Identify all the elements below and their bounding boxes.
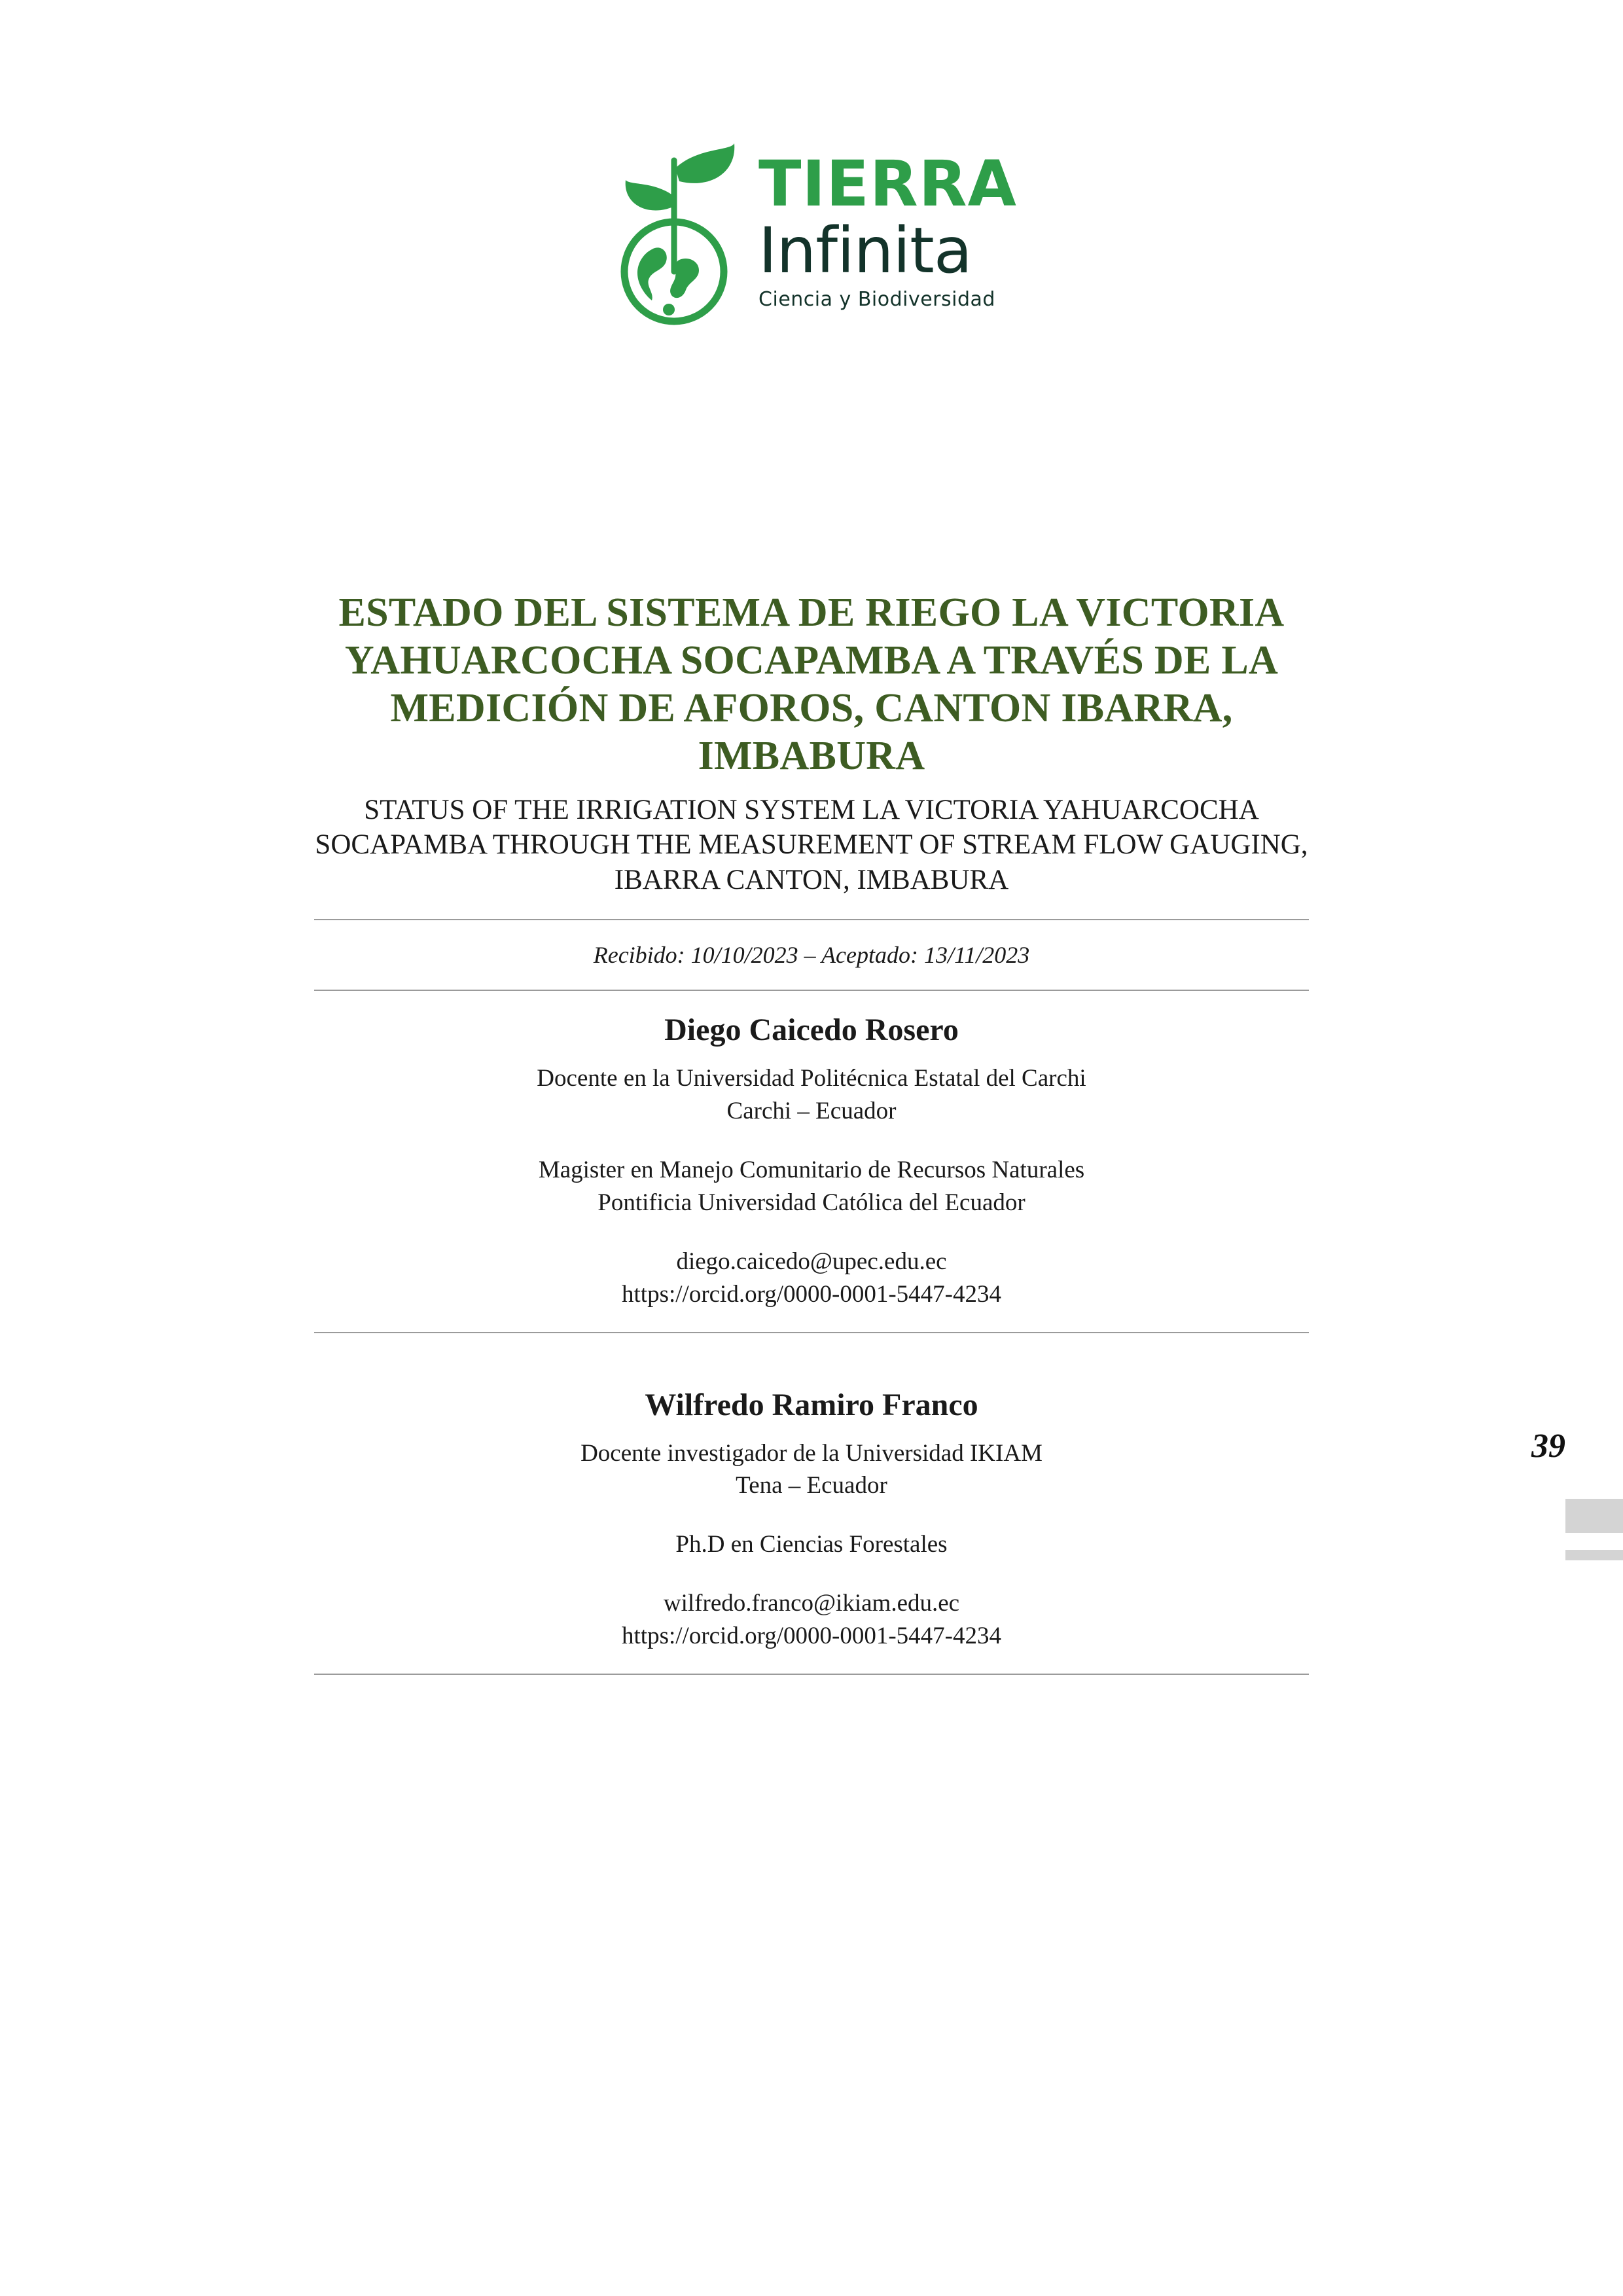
article-front-matter — [314, 589, 1309, 1696]
logo-tagline: Ciencia y Biodiversidad — [758, 287, 995, 311]
author-degree: Ph.D en Ciencias Forestales — [675, 1531, 948, 1558]
author-location: Carchi – Ecuador — [726, 1097, 897, 1124]
author-orcid-link[interactable]: https://orcid.org/0000-0001-5447-4234 — [622, 1623, 1001, 1650]
journal-logo — [0, 121, 1623, 340]
article-title-english: STATUS OF THE IRRIGATION SYSTEM LA VICTORIA YAHUARCOCHA SOCAPAMBA THROUGH THE MEASUREMENT OF STREAM FLOW GAUGING, IBARRA CANTON, IMBABURA — [315, 794, 1308, 896]
author-affiliation: Docente investigador de la Universidad IKIAM — [580, 1439, 1043, 1467]
author-institution: Pontificia Universidad Católica del Ecuador — [597, 1189, 1026, 1216]
divider-between-authors — [314, 1332, 1309, 1333]
author-location: Tena – Ecuador — [736, 1472, 887, 1499]
received-accepted-dates: Recibido: 10/10/2023 – Aceptado: 13/11/2023 — [593, 941, 1030, 968]
divider-below-dates — [314, 990, 1309, 991]
author-orcid-link[interactable]: https://orcid.org/0000-0001-5447-4234 — [622, 1280, 1001, 1308]
logo-word-infinita: Infinita — [758, 213, 972, 287]
author-affiliation: Docente en la Universidad Politécnica Estatal del Carchi — [537, 1064, 1086, 1092]
article-title-spanish: ESTADO DEL SISTEMA DE RIEGO LA VICTORIA YAHUARCOCHA SOCAPAMBA A TRAVÉS DE LA MEDICIÓN DE AFOROS, CANTON IBARRA, IMBABURA — [338, 590, 1285, 779]
edge-marker-block — [1565, 1499, 1623, 1533]
author-name: Diego Caicedo Rosero — [664, 1012, 959, 1047]
author-block — [314, 1387, 1309, 1653]
author-email[interactable]: diego.caicedo@upec.edu.ec — [676, 1247, 947, 1275]
logo-word-tierra: TIERRA — [758, 147, 1017, 221]
edge-marker-bar — [1565, 1550, 1623, 1560]
author-email[interactable]: wilfredo.franco@ikiam.edu.ec — [663, 1590, 960, 1617]
divider-above-dates — [314, 919, 1309, 920]
divider-bottom — [314, 1674, 1309, 1675]
author-degree: Magister en Manejo Comunitario de Recursos Naturales — [538, 1156, 1085, 1183]
sprout-globe-icon — [606, 121, 747, 340]
page-number: 39 — [1531, 1427, 1565, 1465]
author-block — [314, 1012, 1309, 1311]
author-name: Wilfredo Ramiro Franco — [645, 1387, 978, 1422]
